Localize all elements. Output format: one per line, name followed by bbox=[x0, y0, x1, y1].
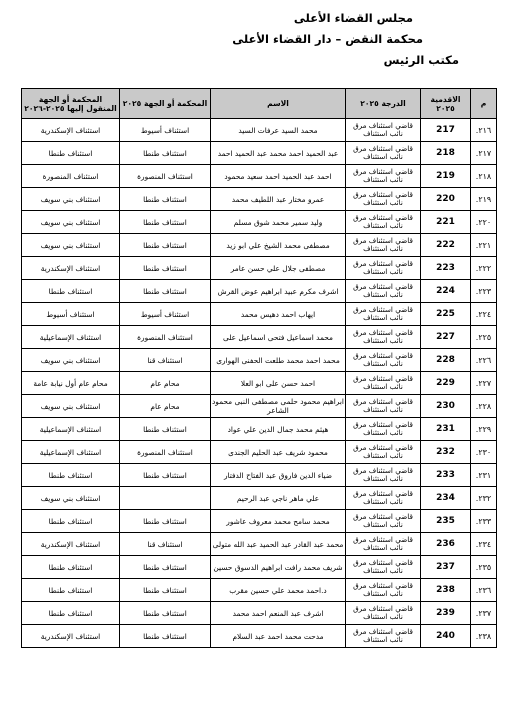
seniority-cell: 237 bbox=[421, 556, 471, 579]
seniority-cell: 223 bbox=[421, 257, 471, 280]
court-cell: استئناف المنصورة bbox=[120, 441, 211, 464]
court-cell: استئناف طنطا bbox=[120, 556, 211, 579]
name-cell: محمد احمد محمد طلعت الحفنى الهوارى bbox=[211, 349, 346, 372]
destination-cell: استئناف الإسكندرية bbox=[22, 119, 120, 142]
degree-cell: قاضي استئناف مرق نائب استئناف bbox=[346, 349, 421, 372]
name-cell: ضياء الدين فاروق عبد الفتاح الدفتار bbox=[211, 464, 346, 487]
degree-cell: قاضي استئناف مرق نائب استئناف bbox=[346, 510, 421, 533]
name-cell: عمرو مختار عبد اللطيف محمد bbox=[211, 188, 346, 211]
seniority-cell: 224 bbox=[421, 280, 471, 303]
court-cell: استئناف طنطا bbox=[120, 211, 211, 234]
destination-cell: استئناف طنطا bbox=[22, 280, 120, 303]
row-number: ٢٣٦. bbox=[471, 579, 497, 602]
seniority-cell: 227 bbox=[421, 326, 471, 349]
row-number: ٢٣١. bbox=[471, 464, 497, 487]
name-cell: محمد السيد عرفات السيد bbox=[211, 119, 346, 142]
table-row bbox=[22, 257, 497, 280]
name-cell: اشرف عبد المنعم احمد محمد bbox=[211, 602, 346, 625]
row-number: ٢١٦. bbox=[471, 119, 497, 142]
row-number: ٢٢٠. bbox=[471, 211, 497, 234]
table-row bbox=[22, 280, 497, 303]
name-cell: مصطفى جلال علي حسن عامر bbox=[211, 257, 346, 280]
judges-table bbox=[21, 88, 497, 648]
destination-cell: محام عام أول نيابة عامة bbox=[22, 372, 120, 395]
name-cell: محمود شريف عبد الحليم الجندى bbox=[211, 441, 346, 464]
destination-cell: استئناف بني سويف bbox=[22, 349, 120, 372]
degree-cell: قاضي استئناف مرق نائب استئناف bbox=[346, 418, 421, 441]
seniority-cell: 228 bbox=[421, 349, 471, 372]
degree-cell: قاضي استئناف مرق نائب استئناف bbox=[346, 464, 421, 487]
destination-cell: استئناف طنطا bbox=[22, 602, 120, 625]
destination-cell: استئناف الإسماعيلية bbox=[22, 326, 120, 349]
row-number: ٢٣٢. bbox=[471, 487, 497, 510]
table-row bbox=[22, 395, 497, 418]
table-row bbox=[22, 556, 497, 579]
court-cell: استئناف طنطا bbox=[120, 234, 211, 257]
table-row bbox=[22, 464, 497, 487]
seniority-cell: 231 bbox=[421, 418, 471, 441]
seniority-cell: 232 bbox=[421, 441, 471, 464]
table-row bbox=[22, 234, 497, 257]
seniority-cell: 240 bbox=[421, 625, 471, 648]
name-cell: مصطفى محمد الشيخ علي ابو زيد bbox=[211, 234, 346, 257]
row-number: ٢٢٦. bbox=[471, 349, 497, 372]
degree-cell: قاضي استئناف مرق نائب استئناف bbox=[346, 395, 421, 418]
row-number: ٢٣٠. bbox=[471, 441, 497, 464]
col-header-m: م bbox=[471, 89, 497, 119]
court-cell: استئناف طنطا bbox=[120, 464, 211, 487]
row-number: ٢٣٨. bbox=[471, 625, 497, 648]
table-header-row bbox=[22, 89, 497, 119]
destination-cell: استئناف الإسكندرية bbox=[22, 625, 120, 648]
degree-cell: قاضي استئناف مرق نائب استئناف bbox=[346, 602, 421, 625]
court-cell: استئناف طنطا bbox=[120, 602, 211, 625]
table-row bbox=[22, 510, 497, 533]
row-number: ٢١٧. bbox=[471, 142, 497, 165]
name-cell: د.احمد محمد علي حسين مقرب bbox=[211, 579, 346, 602]
destination-cell: استئناف المنصورة bbox=[22, 165, 120, 188]
seniority-cell: 222 bbox=[421, 234, 471, 257]
court-cell: استئناف قنا bbox=[120, 533, 211, 556]
seniority-cell: 239 bbox=[421, 602, 471, 625]
destination-cell: استئناف طنطا bbox=[22, 464, 120, 487]
destination-cell: استئناف بني سويف bbox=[22, 211, 120, 234]
table-row bbox=[22, 625, 497, 648]
row-number: ٢٢٣. bbox=[471, 280, 497, 303]
name-cell: محمد اسماعيل فتحى اسماعيل على bbox=[211, 326, 346, 349]
seniority-cell: 220 bbox=[421, 188, 471, 211]
row-number: ٢٢٤. bbox=[471, 303, 497, 326]
col-header-degree: الدرجة ٢٠٢٥ bbox=[346, 89, 421, 119]
name-cell: مدحت محمد احمد عبد السلام bbox=[211, 625, 346, 648]
table-row bbox=[22, 326, 497, 349]
destination-cell: استئناف الإسماعيلية bbox=[22, 418, 120, 441]
degree-cell: قاضي استئناف مرق نائب استئناف bbox=[346, 487, 421, 510]
degree-cell: قاضي استئناف مرق نائب استئناف bbox=[346, 211, 421, 234]
destination-cell: استئناف الإسماعيلية bbox=[22, 441, 120, 464]
name-cell: عبد الحميد احمد محمد عبد الحميد احمد bbox=[211, 142, 346, 165]
degree-cell: قاضي استئناف مرق نائب استئناف bbox=[346, 625, 421, 648]
degree-cell: قاضي استئناف مرق نائب استئناف bbox=[346, 257, 421, 280]
court-cell: محام عام bbox=[120, 395, 211, 418]
seniority-cell: 218 bbox=[421, 142, 471, 165]
court-cell: استئناف أسيوط bbox=[120, 303, 211, 326]
court-cell: استئناف المنصورة bbox=[120, 326, 211, 349]
row-number: ٢٣٤. bbox=[471, 533, 497, 556]
court-cell: استئناف المنصورة bbox=[120, 165, 211, 188]
row-number: ٢٢٢. bbox=[471, 257, 497, 280]
destination-cell: استئناف الإسكندرية bbox=[22, 533, 120, 556]
col-header-transferred: المحكمة أو الجهة المنقول إليها ٢٠٢٥-٢٠٢٦ bbox=[22, 89, 120, 119]
col-header-court: المحكمة أو الجهة ٢٠٢٥ bbox=[120, 89, 211, 119]
degree-cell: قاضي استئناف مرق نائب استئناف bbox=[346, 165, 421, 188]
row-number: ٢٢١. bbox=[471, 234, 497, 257]
degree-cell: قاضي استئناف مرق نائب استئناف bbox=[346, 372, 421, 395]
degree-cell: قاضي استئناف مرق نائب استئناف bbox=[346, 234, 421, 257]
court-cell: استئناف طنطا bbox=[120, 142, 211, 165]
table-row bbox=[22, 119, 497, 142]
destination-cell: استئناف بني سويف bbox=[22, 395, 120, 418]
court-cell: استئناف طنطا bbox=[120, 579, 211, 602]
seniority-cell: 235 bbox=[421, 510, 471, 533]
degree-cell: قاضي استئناف مرق نائب استئناف bbox=[346, 303, 421, 326]
table-row bbox=[22, 441, 497, 464]
destination-cell: استئناف الإسكندرية bbox=[22, 257, 120, 280]
table-row bbox=[22, 579, 497, 602]
table-row bbox=[22, 418, 497, 441]
row-number: ٢١٨. bbox=[471, 165, 497, 188]
col-header-seniority: الاقدمية ٢٠٢٥ bbox=[421, 89, 471, 119]
row-number: ٢٣٧. bbox=[471, 602, 497, 625]
table-row bbox=[22, 602, 497, 625]
degree-cell: قاضي استئناف مرق نائب استئناف bbox=[346, 326, 421, 349]
court-cell: محام عام bbox=[120, 372, 211, 395]
table-row bbox=[22, 165, 497, 188]
seniority-cell: 225 bbox=[421, 303, 471, 326]
court-cell: استئناف طنطا bbox=[120, 625, 211, 648]
office-title: مكتب الرئيس bbox=[383, 53, 459, 67]
seniority-cell: 234 bbox=[421, 487, 471, 510]
court-title: محكمة النقض – دار القضاء الأعلى bbox=[232, 32, 423, 46]
court-cell: استئناف طنطا bbox=[120, 510, 211, 533]
seniority-cell: 233 bbox=[421, 464, 471, 487]
destination-cell: استئناف بني سويف bbox=[22, 234, 120, 257]
table-row bbox=[22, 188, 497, 211]
table-row bbox=[22, 349, 497, 372]
court-cell: استئناف طنطا bbox=[120, 280, 211, 303]
court-cell: استئناف قنا bbox=[120, 349, 211, 372]
name-cell: هيثم محمد جمال الدين علي عواد bbox=[211, 418, 346, 441]
court-cell: استئناف طنطا bbox=[120, 257, 211, 280]
seniority-cell: 230 bbox=[421, 395, 471, 418]
document-header bbox=[13, 8, 493, 71]
court-cell: استئناف طنطا bbox=[120, 418, 211, 441]
row-number: ٢٣٣. bbox=[471, 510, 497, 533]
table-row bbox=[22, 487, 497, 510]
degree-cell: قاضي استئناف مرق نائب استئناف bbox=[346, 119, 421, 142]
degree-cell: قاضي استئناف مرق نائب استئناف bbox=[346, 188, 421, 211]
court-cell: استئناف أسيوط bbox=[120, 119, 211, 142]
row-number: ٢٢٧. bbox=[471, 372, 497, 395]
table-row bbox=[22, 533, 497, 556]
court-cell bbox=[120, 487, 211, 510]
row-number: ٢٢٥. bbox=[471, 326, 497, 349]
degree-cell: قاضي استئناف مرق نائب استئناف bbox=[346, 533, 421, 556]
name-cell: شريف محمد رافت ابراهيم الدسوق حسين bbox=[211, 556, 346, 579]
degree-cell: قاضي استئناف مرق نائب استئناف bbox=[346, 280, 421, 303]
name-cell: ابراهيم محمود حلمى مصطفى النبى محمود الشاعر bbox=[211, 395, 346, 418]
row-number: ٢١٩. bbox=[471, 188, 497, 211]
name-cell: احمد حسن على ابو العلا bbox=[211, 372, 346, 395]
degree-cell: قاضي استئناف مرق نائب استئناف bbox=[346, 142, 421, 165]
name-cell: اشرف مكرم عبيد ابراهيم عوض القرش bbox=[211, 280, 346, 303]
table-row bbox=[22, 372, 497, 395]
seniority-cell: 229 bbox=[421, 372, 471, 395]
destination-cell: استئناف بني سويف bbox=[22, 487, 120, 510]
seniority-cell: 219 bbox=[421, 165, 471, 188]
name-cell: محمد سامح محمد معروف عاشور bbox=[211, 510, 346, 533]
table-row bbox=[22, 303, 497, 326]
table-row bbox=[22, 211, 497, 234]
court-cell: استئناف طنطا bbox=[120, 188, 211, 211]
row-number: ٢٢٨. bbox=[471, 395, 497, 418]
council-title: مجلس القضاء الأعلى bbox=[293, 11, 413, 25]
destination-cell: استئناف طنطا bbox=[22, 579, 120, 602]
name-cell: احمد عبد الحميد احمد سعيد محمود bbox=[211, 165, 346, 188]
seniority-cell: 238 bbox=[421, 579, 471, 602]
seniority-cell: 236 bbox=[421, 533, 471, 556]
table-row bbox=[22, 142, 497, 165]
destination-cell: استئناف طنطا bbox=[22, 556, 120, 579]
name-cell: محمد عبد القادر عبد الحميد عبد الله متولى bbox=[211, 533, 346, 556]
destination-cell: استئناف طنطا bbox=[22, 510, 120, 533]
seniority-cell: 217 bbox=[421, 119, 471, 142]
seniority-cell: 221 bbox=[421, 211, 471, 234]
name-cell: وليد سمير محمد شوق مسلم bbox=[211, 211, 346, 234]
degree-cell: قاضي استئناف مرق نائب استئناف bbox=[346, 579, 421, 602]
destination-cell: استئناف أسيوط bbox=[22, 303, 120, 326]
name-cell: علي ماهر ناجي عبد الرحيم bbox=[211, 487, 346, 510]
row-number: ٢٣٥. bbox=[471, 556, 497, 579]
degree-cell: قاضي استئناف مرق نائب استئناف bbox=[346, 556, 421, 579]
name-cell: ايهاب احمد دهيس محمد bbox=[211, 303, 346, 326]
destination-cell: استئناف بني سويف bbox=[22, 188, 120, 211]
col-header-name: الاسم bbox=[211, 89, 346, 119]
row-number: ٢٢٩. bbox=[471, 418, 497, 441]
degree-cell: قاضي استئناف مرق نائب استئناف bbox=[346, 441, 421, 464]
destination-cell: استئناف طنطا bbox=[22, 142, 120, 165]
